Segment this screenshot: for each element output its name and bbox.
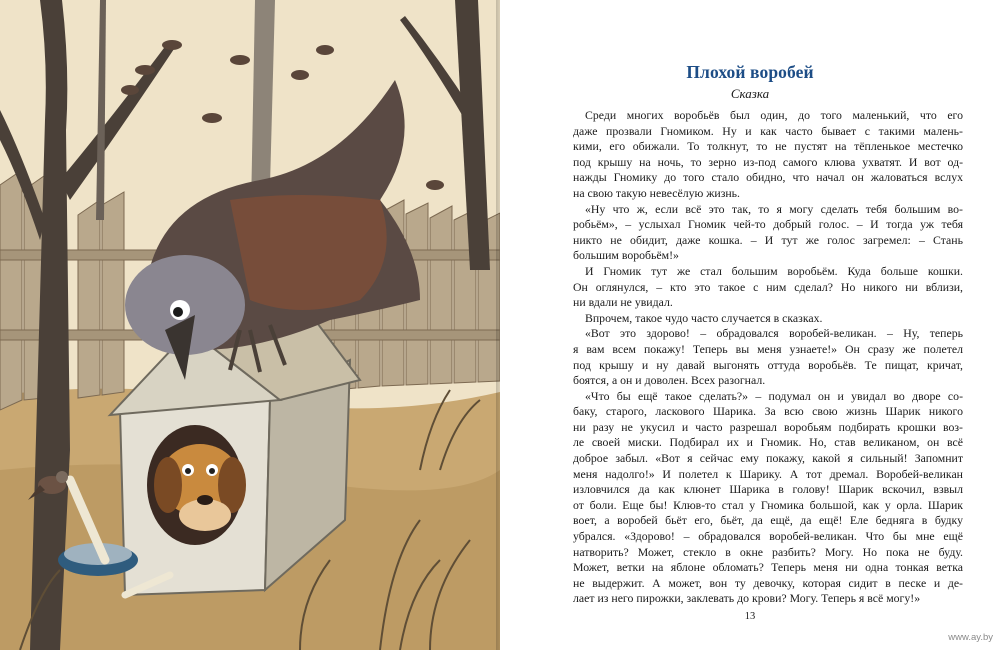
text-line: никто не обидит, даже кошка. – И тут же голос загремел: – Стань xyxy=(573,232,963,247)
text-line: воет, а воробей бьёт его, бьёт, да ещё, да ещё! Еле бедняга в будку xyxy=(573,513,963,528)
text-line: под крышу на ночь, то зерно из-под самого клюва ухватят. И вот од- xyxy=(573,154,963,169)
text-line: не выдержит. А может, вон ту девочку, которая сидит в песке и де- xyxy=(573,575,963,590)
text-line: боятся, а он и доволен. Всех разогнал. xyxy=(573,373,766,388)
text-line: робьём», – услыхал Гномик чей-то добрый голос. – И тогда уж тебя xyxy=(573,217,963,232)
text-page xyxy=(500,0,1000,650)
text-line: убрался. «Здорово! – обрадовался воробей-великан. Что бы мне ещё xyxy=(573,529,963,544)
text-line: «Вот это здорово! – обрадовался воробей-великан. – Ну, теперь xyxy=(585,326,963,341)
text-line: изловчился да как клюнет Шарика в голову! Шарик вскочил, взвыл xyxy=(573,482,963,497)
text-line: кими, его обижали. То толкнут, то не пустят на тёпленькое местечко xyxy=(573,139,963,154)
text-line: ни разу не укусил и часто разрешал воробьям подбирать крошки воз- xyxy=(573,419,963,434)
text-line: И Гномик тут же стал большим воробьём. Куда больше кошки. xyxy=(585,263,963,278)
text-line: «Что бы ещё такое сделать?» – подумал он и увидал во дворе со- xyxy=(585,388,963,403)
text-line: доброе забыл. «Вот я сейчас ему покажу, какой я сильный! Запомнит xyxy=(573,451,963,466)
text-line: Впрочем, такое чудо часто случается в сказках. xyxy=(585,310,823,325)
story-title: Плохой воробей xyxy=(686,62,814,82)
text-line: «Ну что ж, если всё это так, то я могу сделать тебя большим во- xyxy=(585,201,963,216)
story-subtitle: Сказка xyxy=(730,86,770,101)
text-line: я вам всем покажу! Теперь вы меня узнаете!» Он сразу же полетел xyxy=(573,341,963,356)
text-line: нажды Гномику до того стало обидно, что начал он жаловаться вслух xyxy=(573,170,963,185)
text-line: даже прозвали Гномиком. Ну и как часто бывает с такими малень- xyxy=(573,123,963,138)
story-text xyxy=(573,108,963,607)
text-line: натворить? Может, стекло в окне разбить? Могу. Но пока не буду. xyxy=(573,544,963,559)
text-line: меня надолго!» И полетел к Шарику. А тот дремал. Воробей-великан xyxy=(573,466,963,481)
text-line: лает из него пирожки, заклевать до крови? Могу. Теперь я всё могу!» xyxy=(573,591,921,606)
text-line: большим воробьём!» xyxy=(573,248,679,263)
text-line: баку, старого, ласкового Шарика. За всю свою жизнь Шарик никого xyxy=(573,404,963,419)
text-line: на свою такую невесёлую жизнь. xyxy=(573,185,741,200)
text-line: от боли. Еще бы! Клюв-то стал у Гномика большой, как у орла. Шарик xyxy=(573,497,963,512)
page-number: 13 xyxy=(744,611,756,622)
text-line: Может, ветки на яблоне обломать? Теперь меня ни одна тонкая ветка xyxy=(573,560,963,575)
text-line: Среди многих воробьёв был один, до того маленький, что его xyxy=(585,108,963,122)
watermark: www.ay.by xyxy=(948,632,993,643)
text-line: Он оглянулся, – кто это такое с ним сделал? Но никого ни вблизи, xyxy=(573,279,963,294)
text-line: ни вдали не увидал. xyxy=(573,295,673,310)
text-line: под крышу и ну давай выгонять оттуда воробьёв. Те пищат, кричат, xyxy=(573,357,963,372)
text-line: ле своей миски. Подбирал их и Гномик. Но, став великаном, он всё xyxy=(573,435,963,450)
